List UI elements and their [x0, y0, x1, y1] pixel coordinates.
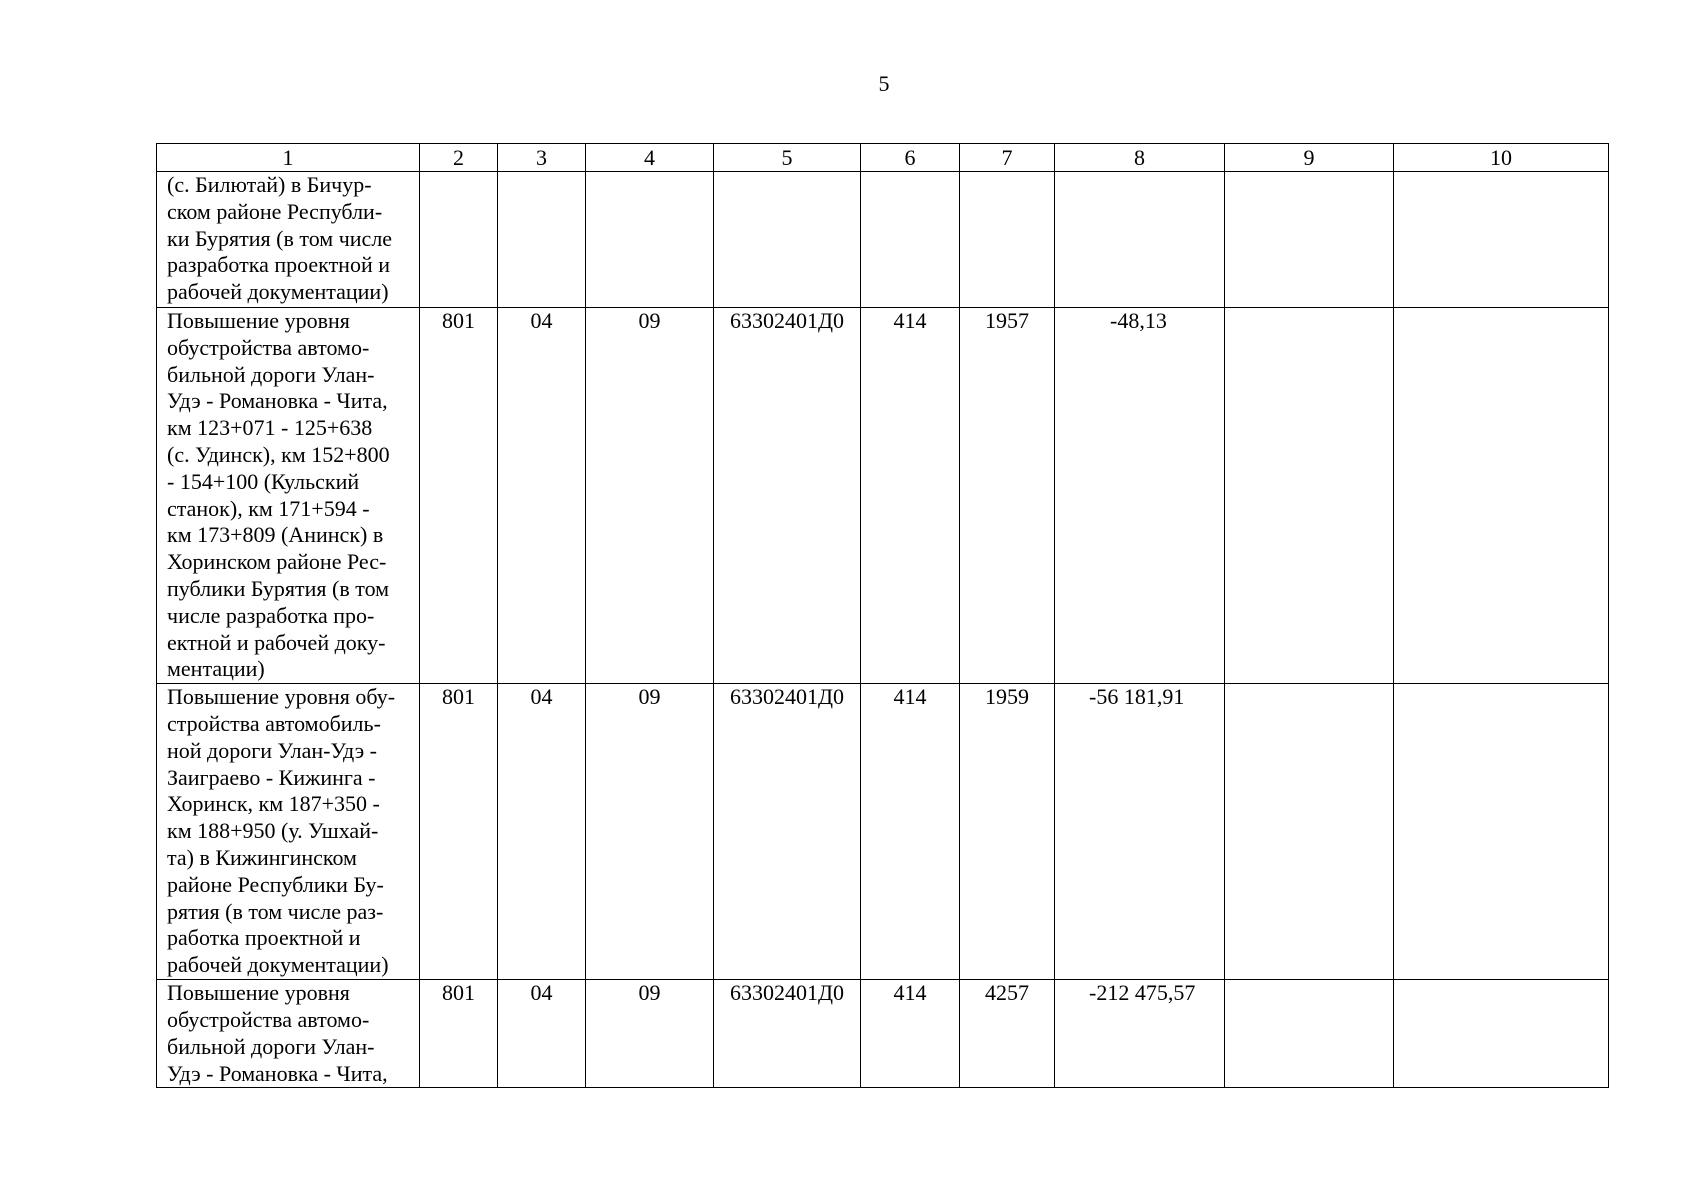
column-header-2: 2 — [420, 144, 498, 172]
row-col-10 — [1394, 684, 1609, 980]
row-amount: -48,13 — [1055, 308, 1225, 684]
column-header-10: 10 — [1394, 144, 1609, 172]
column-header-8: 8 — [1055, 144, 1225, 172]
row-name-cell: Повышение уровня обустройства автомо- бильной дороги Улан- Удэ - Романовка - Чита, км 123+071 - 125+638 (с. Удинск), км 152+800 - 154+100 (Кульский станок), км 171+594 - км 173+809 (Анинск) в Хоринском районе Рес- публики Бурятия (в том числе разработка про- ектной и рабочей доку- ментации) — [157, 308, 420, 684]
row-amount — [1055, 172, 1225, 308]
header-row — [157, 144, 1609, 172]
row-subsection-code: 09 — [586, 308, 714, 684]
row-col-9 — [1225, 308, 1394, 684]
row-section-code: 04 — [498, 684, 586, 980]
row-section-code: 04 — [498, 980, 586, 1088]
row-expense-type — [861, 172, 960, 308]
row-object-code: 1957 — [960, 308, 1055, 684]
row-target-article — [714, 172, 861, 308]
table-row — [157, 980, 1609, 1088]
column-header-9: 9 — [1225, 144, 1394, 172]
row-target-article: 63302401Д0 — [714, 684, 861, 980]
row-target-article: 63302401Д0 — [714, 308, 861, 684]
row-col-9 — [1225, 684, 1394, 980]
row-section-code — [498, 172, 586, 308]
row-subsection-code: 09 — [586, 980, 714, 1088]
row-expense-type: 414 — [861, 308, 960, 684]
row-subsection-code: 09 — [586, 684, 714, 980]
row-expense-type: 414 — [861, 980, 960, 1088]
column-header-4: 4 — [586, 144, 714, 172]
column-header-6: 6 — [861, 144, 960, 172]
row-col-10 — [1394, 308, 1609, 684]
budget-table — [156, 143, 1609, 1088]
row-name-cell: (с. Билютай) в Бичур- ском районе Республи- ки Бурятия (в том числе разработка проектной и рабочей документации) — [157, 172, 420, 308]
row-admin-code: 801 — [420, 980, 498, 1088]
column-header-7: 7 — [960, 144, 1055, 172]
row-object-code: 4257 — [960, 980, 1055, 1088]
row-name-cell: Повышение уровня обу- стройства автомобиль- ной дороги Улан-Удэ - Заиграево - Кижинга - Хоринск, км 187+350 - км 188+950 (у. Ушхай- та) в Кижингинском районе Республики Бу- рятия (в том числе раз- работка проектной и рабочей документации) — [157, 684, 420, 980]
row-object-code: 1959 — [960, 684, 1055, 980]
table-row — [157, 172, 1609, 308]
page-number: 5 — [878, 71, 890, 96]
row-name-cell: Повышение уровня обустройства автомо- бильной дороги Улан- Удэ - Романовка - Чита, — [157, 980, 420, 1088]
row-col-9 — [1225, 980, 1394, 1088]
row-col-10 — [1394, 980, 1609, 1088]
column-header-3: 3 — [498, 144, 586, 172]
row-amount: -212 475,57 — [1055, 980, 1225, 1088]
row-col-10 — [1394, 172, 1609, 308]
row-admin-code: 801 — [420, 684, 498, 980]
row-target-article: 63302401Д0 — [714, 980, 861, 1088]
row-expense-type: 414 — [861, 684, 960, 980]
row-admin-code: 801 — [420, 308, 498, 684]
row-object-code — [960, 172, 1055, 308]
table-row — [157, 308, 1609, 684]
row-admin-code — [420, 172, 498, 308]
row-col-9 — [1225, 172, 1394, 308]
row-amount: -56 181,91 — [1055, 684, 1225, 980]
table-row — [157, 684, 1609, 980]
row-subsection-code — [586, 172, 714, 308]
row-section-code: 04 — [498, 308, 586, 684]
column-header-5: 5 — [714, 144, 861, 172]
column-header-1: 1 — [157, 144, 420, 172]
